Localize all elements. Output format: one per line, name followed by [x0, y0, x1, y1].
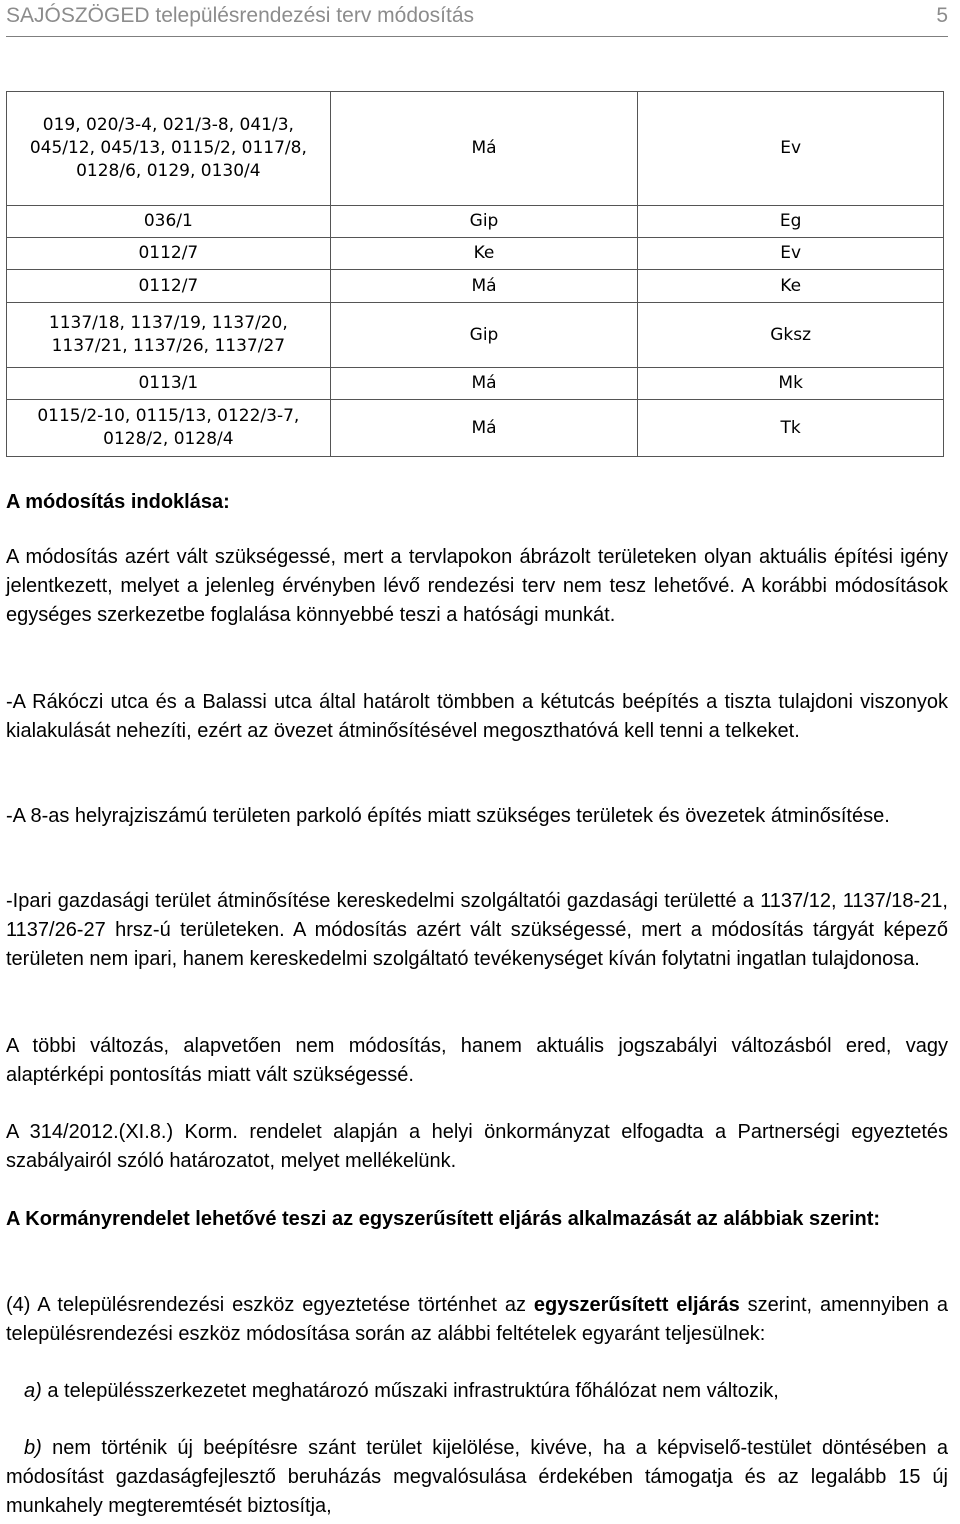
- parcel-line: 019, 020/3-4, 021/3-8, 041/3,: [42, 115, 294, 135]
- list-item-text: nem történik új beépítésre szánt terület kijelölése, kivéve, ha a képviselő-testület döntésében a módosítást gazdaságfejlesztő beruházás megvalósulása érdekében támogatja és az legalább 15 új munkahely megteremtését biztosítja,: [6, 1437, 948, 1517]
- to-cell: Gksz: [638, 303, 944, 368]
- table-row: [7, 206, 944, 238]
- parcel-line: 0112/7: [138, 243, 199, 263]
- parcel-line: 0115/2-10, 0115/13, 0122/3-7,: [37, 406, 300, 426]
- paragraph: A többi változás, alapvetően nem módosítás, hanem aktuális jogszabályi változásból ered, vagy alaptérképi pontosítás miatt vált szükségessé.: [6, 1035, 948, 1086]
- paragraph: A módosítás azért vált szükségessé, mert a tervlapokon ábrázolt területeken olyan aktuális építési igény jelentkezett, melyet a jelenleg érvényben lévő rendezési terv nem tesz lehetővé. A korábbi módosítások egységes szerkezetbe foglalása könnyebbé teszi a hatósági munkát.: [6, 546, 948, 626]
- parcel-table: [6, 91, 944, 457]
- parcel-line: 1137/21, 1137/26, 1137/27: [51, 336, 286, 356]
- paragraph: -Ipari gazdasági terület átminősítése kereskedelmi szolgáltatói gazdasági területté a 1137/12, 1137/18-21, 1137/26-27 hrsz-ú területeken. A módosítás azért vált szükségessé, mert a módosítás tárgyát képező területen nem ipari, hanem kereskedelmi szolgáltató tevékenységet kíván folytatni ingatlan tulajdonosa.: [6, 890, 948, 970]
- from-cell: Gip: [330, 206, 638, 238]
- parcel-cell: [7, 92, 331, 206]
- list-item-text: a településszerkezetet meghatározó műszaki infrastruktúra főhálózat nem változik,: [41, 1380, 779, 1402]
- parcel-line: 036/1: [143, 211, 193, 231]
- page-header: [6, 0, 948, 37]
- to-cell: Ev: [638, 92, 944, 206]
- parcel-cell: [7, 400, 331, 457]
- parcel-cell: [7, 368, 331, 400]
- table-row: [7, 238, 944, 270]
- list-item-label: a): [24, 1380, 42, 1402]
- to-cell: Ke: [638, 270, 944, 303]
- to-cell: Tk: [638, 400, 944, 457]
- paragraph-bold: A Kormányrendelet lehetővé teszi az egyszerűsített eljárás alkalmazását az alábbiak szerint:: [6, 1208, 881, 1230]
- paragraph: A 314/2012.(XI.8.) Korm. rendelet alapján a helyi önkormányzat elfogadta a Partnerségi egyeztetés szabályairól szóló határozatot, melyet mellékelünk.: [6, 1121, 948, 1172]
- from-cell: Má: [330, 92, 638, 206]
- table-row: [7, 368, 944, 400]
- to-cell: Ev: [638, 238, 944, 270]
- table-row: [7, 270, 944, 303]
- parcel-cell: [7, 206, 331, 238]
- parcel-cell: [7, 270, 331, 303]
- parcel-line: 0113/1: [138, 373, 199, 393]
- to-cell: Eg: [638, 206, 944, 238]
- paragraph: [6, 1291, 948, 1349]
- parcel-line: 0112/7: [138, 275, 199, 296]
- paragraph: -A 8-as helyrajziszámú területen parkoló építés miatt szükséges területek és övezetek átminősítése.: [6, 805, 890, 827]
- from-cell: Má: [330, 400, 638, 457]
- from-cell: Ke: [330, 238, 638, 270]
- table-row: [7, 92, 944, 206]
- parcel-line: 1137/18, 1137/19, 1137/20,: [48, 313, 288, 333]
- text-span: szerint, amennyiben a településrendezési eszköz módosítása során az alábbi feltételek egyaránt teljesülnek:: [6, 1294, 948, 1345]
- parcel-cell: [7, 303, 331, 368]
- section-heading: A módosítás indoklása:: [6, 491, 230, 513]
- document-title: SAJÓSZÖGED településrendezési terv módosítás: [6, 4, 475, 27]
- table-row: [7, 400, 944, 457]
- from-cell: Má: [330, 368, 638, 400]
- table-row: [7, 303, 944, 368]
- text-span: (4) A településrendezési eszköz egyeztetése történhet az: [6, 1294, 534, 1316]
- parcel-line: 0128/6, 0129, 0130/4: [76, 161, 261, 181]
- parcel-cell: [7, 238, 331, 270]
- list-item: [6, 1377, 948, 1406]
- list-item: [6, 1434, 948, 1521]
- from-cell: Gip: [330, 303, 638, 368]
- list-item-label: b): [24, 1437, 42, 1459]
- paragraph: -A Rákóczi utca és a Balassi utca által határolt tömbben a kétutcás beépítés a tiszta tulajdoni viszonyok kialakulását nehezíti, ezért az övezet átminősítésével megoszthatóvá kell tenni a telkeket.: [6, 691, 948, 742]
- from-cell: Má: [330, 270, 638, 303]
- emphasis-span: egyszerűsített eljárás: [533, 1294, 740, 1316]
- page-number: 5: [936, 4, 948, 27]
- parcel-line: 0128/2, 0128/4: [103, 429, 234, 449]
- to-cell: Mk: [638, 368, 944, 400]
- parcel-line: 045/12, 045/13, 0115/2, 0117/8,: [29, 138, 307, 158]
